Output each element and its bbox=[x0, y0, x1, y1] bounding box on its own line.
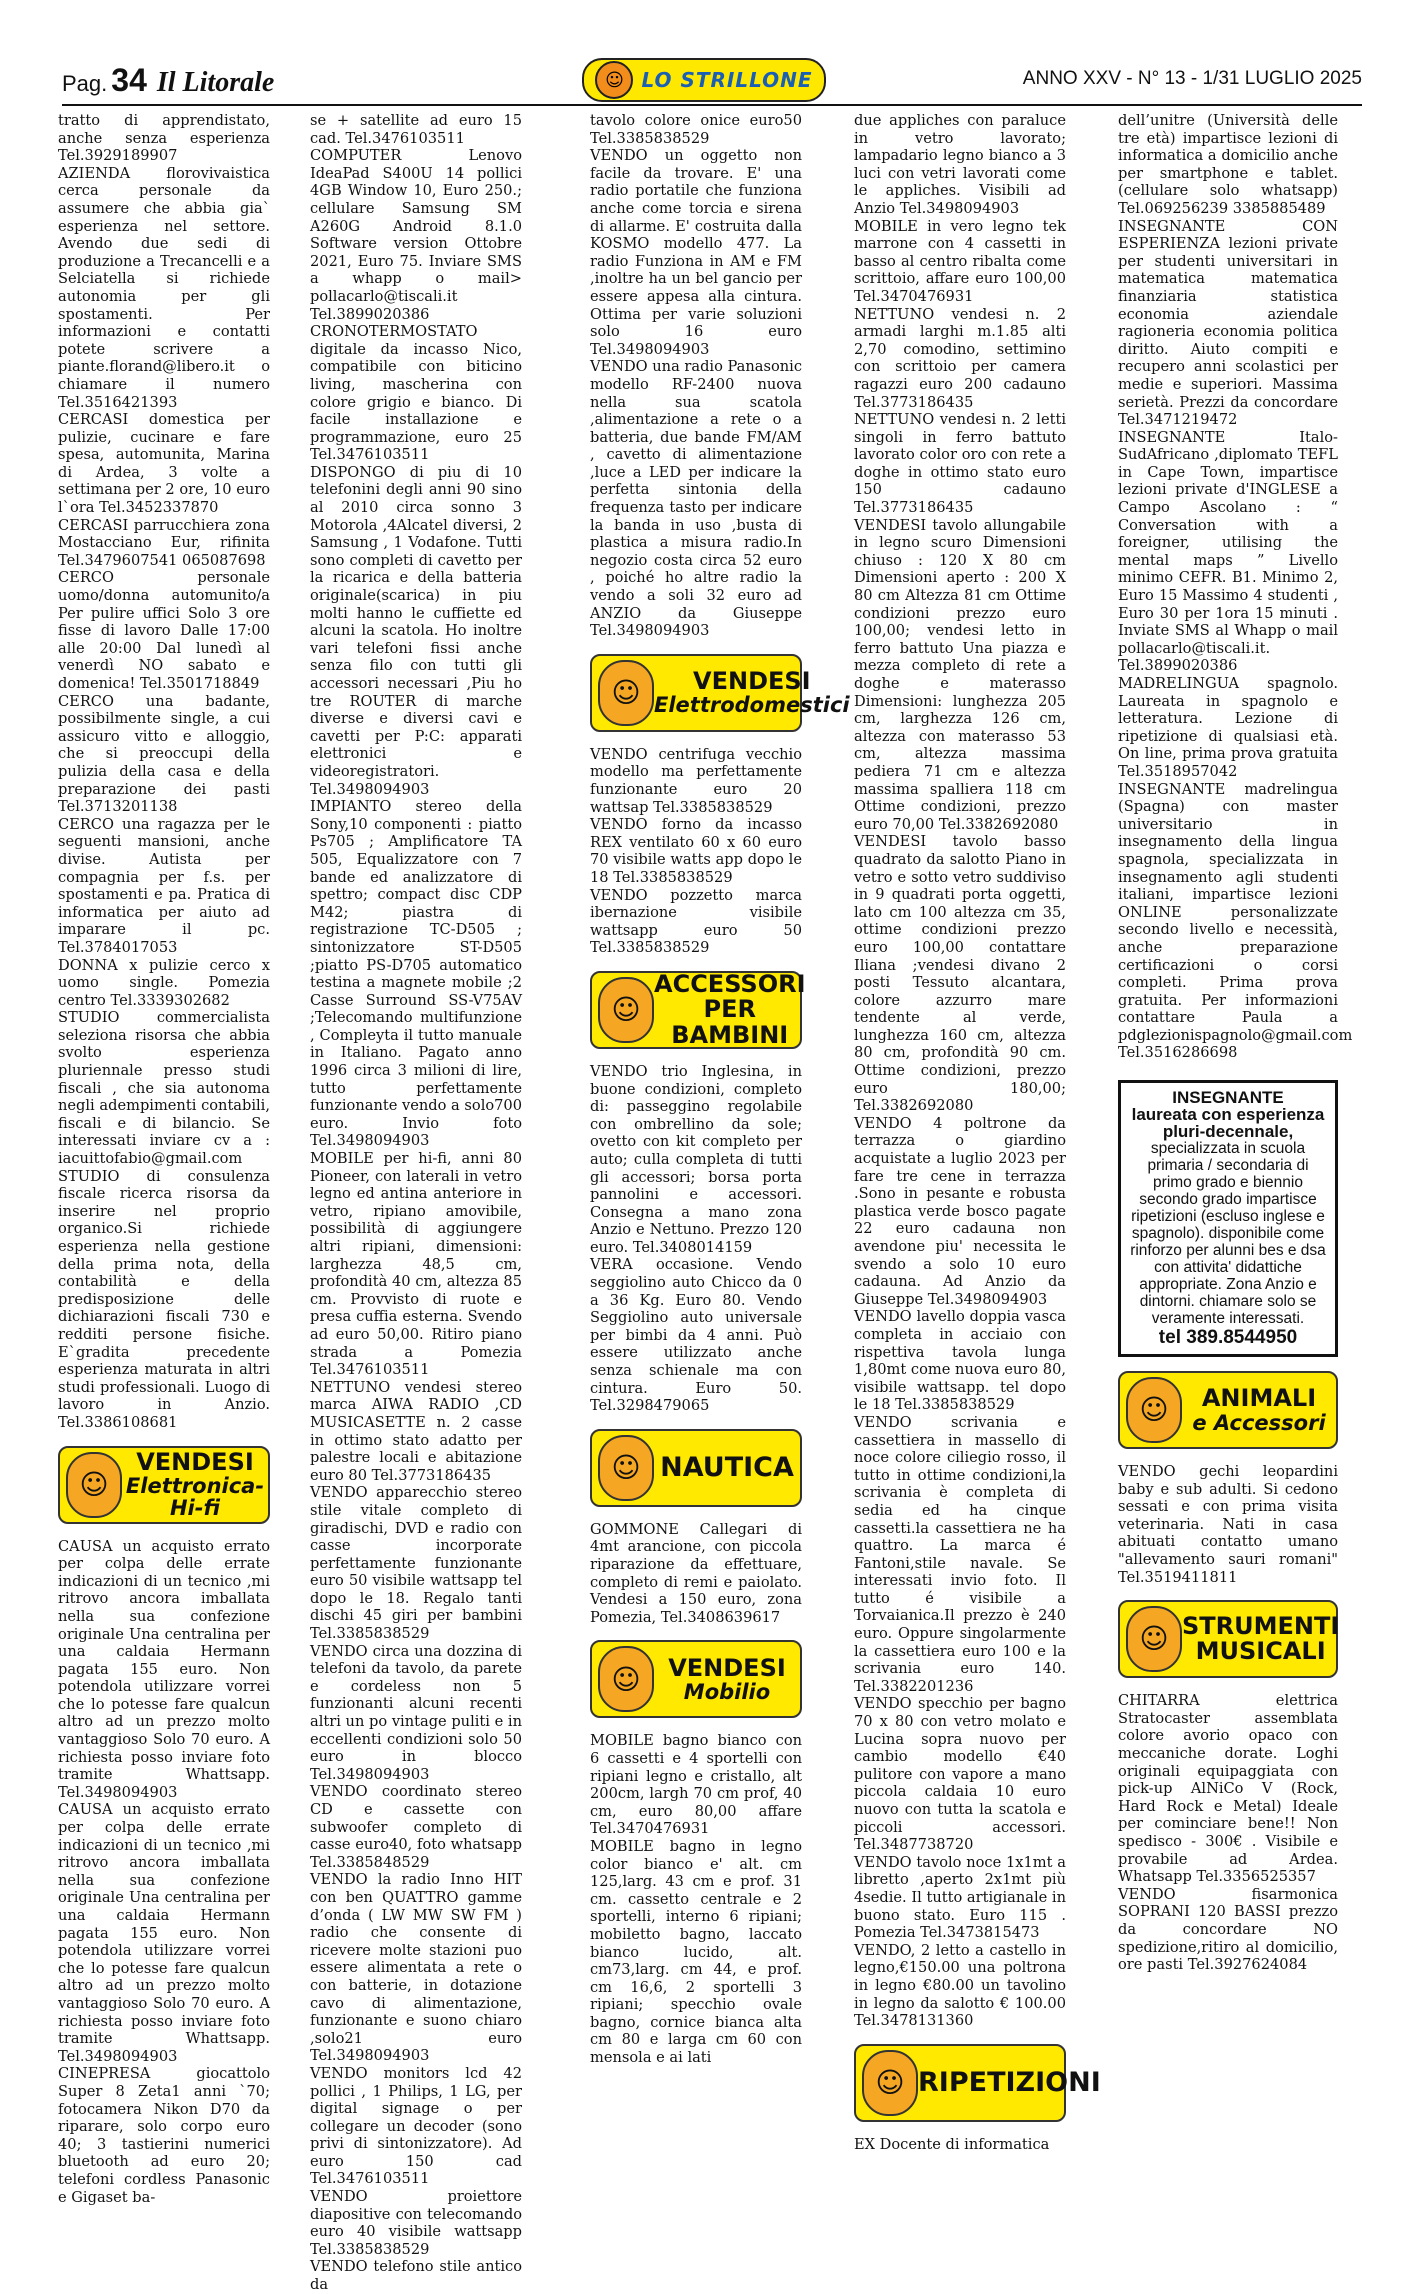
section-banner-mobilio bbox=[590, 1640, 802, 1718]
classified-ad: GOMMONE Callegari di 4mt arancione, con piccola riparazione da effettuare, completo di remi e paiolato. Vendesi a 150 euro, zona Pomezia, Tel.3408639617 bbox=[590, 1520, 802, 1626]
classified-ad: VENDO lavello doppia vasca completa in acciaio con rispettiva tavola lunga 1,80mt come nuova euro 80, visibile wattsapp. tel dopo le 18 Tel.3385838529 bbox=[854, 1308, 1066, 1414]
lo-strillone-logo bbox=[582, 58, 826, 102]
classified-ad: VENDO pozzetto marca ibernazione visibile wattsapp euro 50 Tel.3385838529 bbox=[590, 886, 802, 957]
newsboy-mascot-icon: ☺ bbox=[598, 977, 654, 1043]
tutor-display-ad bbox=[1118, 1080, 1338, 1357]
issue-info: ANNO XXV - N° 13 - 1/31 LUGLIO 2025 bbox=[1022, 68, 1362, 89]
accessori-bambini-ads bbox=[590, 1063, 802, 1415]
banner-subtitle: MUSICALI bbox=[1195, 1637, 1326, 1666]
classified-ad: DISPONGO di piu di 10 telefonini degli anni 90 sino al 2010 circa sonno 3 Motorola ,4Alcatel diversi, 2 Samsung , 1 Vodafone. Tutti sono completi di cavetto per la ricarica e della batteria originale(scarica) in piu molti hanno le cuffiette ed alcuni la scatola. Ho inoltre vari telefoni fissi anche senza filo con tutti gli accessori necessari ,Piu ho tre ROUTER di marche diverse e diversi cavi e cavetti per P:C: apparati elettronici e videoregistratori. Tel.3498094903 bbox=[310, 463, 522, 798]
logo-text: LO STRILLONE bbox=[641, 68, 813, 92]
classified-ad: MOBILE per hi-fi, anni 80 Pioneer, con laterali in vetro legno ed antina anteriore in vetro, ripiano amovibile, possibilità di aggiungere altri ripiani, dimensioni: larghezza 48,5 cm, profondità 40 cm, altezza 85 cm. Provvisto di ruote e presa cuffia esterna. Svendo ad euro 50,00. Ritiro piano strada a Pomezia Tel.3476103511 bbox=[310, 1150, 522, 1379]
newsboy-mascot-icon: ☺ bbox=[595, 61, 633, 99]
banner-subtitle: Mobilio bbox=[683, 1679, 771, 1704]
section-banner-ripetizioni bbox=[854, 2044, 1101, 2122]
newsboy-mascot-icon: ☺ bbox=[598, 1646, 654, 1712]
classified-ad: CERCASI parrucchiera zona Mostacciano Eur, rifinita Tel.3479607541 065087698 bbox=[58, 516, 270, 569]
column-5-ads bbox=[1118, 112, 1353, 1062]
column-4-ads bbox=[854, 112, 1066, 2030]
classified-ad: VENDO specchio per bagno 70 x 80 con vetro molato e Lucina sopra nuovo per cambio modello €40 pulitore con vapore a mano piccola caldaia 10 euro nuovo con tutta la scatola e piccoli accessori. Tel.3487738720 bbox=[854, 1695, 1066, 1854]
classified-ad: CHITARRA elettrica Stratocaster assemblata colore avorio opaco con meccaniche dorate. Loghi originali equipaggiata con pick-up AlNiCo V (Rock, Hard Rock e Metal) Ideale per cominciare bene!! Non spedisco - 300€ . Visibile e provabile ad Ardea. Whatsapp Tel.3356525357 bbox=[1118, 1692, 1338, 1886]
banner-title: VENDESI bbox=[693, 667, 811, 696]
banner-title: RIPETIZIONI bbox=[918, 2066, 1101, 2098]
ad-phone: tel 389.8544950 bbox=[1158, 1327, 1298, 1349]
classified-ad: se + satellite ad euro 15 cad. Tel.3476103511 bbox=[310, 112, 522, 147]
classified-ad: NETTUNO vendesi n. 2 letti singoli in ferro battuto lavorato color oro con rete a doghe in ottimo stato euro 150 cadauno Tel.3773186435 bbox=[854, 411, 1066, 517]
ad-body: specializzata in scuola primaria / secondaria di primo grado e biennio secondo grado impartisce ripetizioni (escluso inglese e spagnolo). disponibile come rinforzo per alunni bes e dsa con attivita' didattiche appropriate. Zona Anzio e dintorni. chiamare solo se veramente interessati. bbox=[1130, 1140, 1326, 1328]
classified-ad: CERCASI domestica per pulizie, cucinare e fare spesa, automunita, Marina di Ardea, 3 volte a settimana per 2 ore, 10 euro l`ora Tel.3452337870 bbox=[58, 411, 271, 517]
section-banner-elettrodomestici bbox=[590, 654, 850, 732]
column-5 bbox=[1118, 112, 1353, 1974]
classified-ad: VENDESI tavolo basso quadrato da salotto Piano in vetro e sotto vetro suddiviso in 9 quadrati porta oggetti, lato cm 100 altezza cm 35, ottime condizioni prezzo euro 100,00 contattare Iliana ;vendesi divano 2 posti Tessuto alcantara, colore azzurro mare tendente al verde, lunghezza 160 cm, altezza 80 cm, profondità 90 cm. Ottime condizioni, prezzo euro 180,00; Tel.3382692080 bbox=[854, 833, 1066, 1115]
banner-subtitle: Elettronica-Hi-fi bbox=[125, 1474, 265, 1521]
classified-ad: INSEGNANTE Italo-SudAfricano ,diplomato TEFL in Cape Town, impartisce lezioni private d'INGLESE a Campo Ascolano : “ Conversation with a foreigner, utilising the mental maps ” Livello minimo CEFR. B1. Minimo 2, Euro 15 Massimo 4 studenti , Euro 30 per 1ora 15 minuti . Inviate SMS al Whapp o mail pollacarlo@tiscali.it. Tel.3899020386 bbox=[1118, 428, 1338, 675]
classified-ad: COMPUTER Lenovo IdeaPad S400U 14 pollici 4GB Window 10, Euro 250.; cellulare Samsung SM A260G Android 8.1.0 Software version Ottobre 2021, Euro 75. Inviare SMS a whapp o mail> pollacarlo@tiscali.it Tel.3899020386 bbox=[310, 147, 522, 323]
classified-ad: INSEGNANTE madrelingua (Spagna) con master universitario in insegnamento della lingua spagnola, specializzata in insegnamento agli studenti italiani, impartisce lezioni ONLINE personalizzate secondo livello e necessità, anche preparazione certificazioni o corsi completi. Prima prova gratuita. Per informazioni contattare Paula a pdglezionispagnolo@gmail.com Tel.3516286698 bbox=[1118, 780, 1353, 1062]
classified-ad: VENDO un oggetto non facile da trovare. E' una radio portatile che funziona anche come torcia e sirena di allarme. E' costruita dalla KOSMO modello 477. La radio Funziona in AM e FM ,inoltre ha un bel gancio per essere appesa alla cintura. Ottima per varie soluzioni solo 16 euro Tel.3498094903 bbox=[590, 147, 802, 358]
newsboy-mascot-icon: ☺ bbox=[598, 1435, 654, 1501]
classified-ad: dell’unitre (Università delle tre età) impartisce lezioni di informatica a domicilio anche per smartphone e tablet. (cellulare solo whatsapp) Tel.069256239 3385885489 bbox=[1118, 112, 1338, 217]
classified-ad: DONNA x pulizie cerco x uomo single. Pomezia centro Tel.3339302682 bbox=[58, 956, 270, 1009]
elettrodomestici-ads bbox=[590, 746, 802, 957]
newsboy-mascot-icon: ☺ bbox=[1126, 1377, 1182, 1443]
column-1-ads bbox=[58, 112, 270, 1432]
classified-ad: CERCO una badante, possibilmente single, a cui assicuro vitto e alloggio, che si preoccupi della pulizia della casa e della preparazione dei pasti Tel.3713201138 bbox=[58, 692, 270, 816]
classified-ad: INSEGNANTE CON ESPERIENZA lezioni private per studenti universitari in matematica matematica finanziaria statistica economia aziendale ragioneria economia politica diritto. Aiuto compiti e recupero anni scolastici per medie e superiori. Massima serietà. Prezzi da concordare Tel.3471219472 bbox=[1118, 217, 1338, 429]
ad-title: INSEGNANTE bbox=[1172, 1088, 1284, 1108]
banner-title: STRUMENTI bbox=[1182, 1612, 1340, 1641]
banner-subtitle: Elettrodomestici bbox=[654, 693, 850, 718]
classified-ad: VENDO tavolo noce 1x1mt a libretto ,aperto 2x1mt più 4sedie. Il tutto artigianale in buono stato. Euro 115 . Pomezia Tel.3473815473 bbox=[854, 1853, 1066, 1942]
classified-ad: VENDO proiettore diapositive con telecomando euro 40 visibile wattsapp Tel.3385838529 bbox=[310, 2188, 522, 2258]
classified-ad: VENDO circa una dozzina di telefoni da tavolo, da parete e cordeless non 5 funzionanti alcuni recenti altri un po vintage puliti e in eccellenti condizioni solo 50 euro in blocco Tel.3498094903 bbox=[310, 1642, 522, 1783]
classified-ad: VENDO 4 poltrone da terrazza o giardino acquistate a luglio 2023 per fare tre cene in terrazza .Sono in pesante e robusta plastica verde bosco pagate 22 euro cadauna non avendone piu' necessita le svendo a solo 10 euro cadauna. Ad Anzio da Giuseppe Tel.3498094903 bbox=[854, 1114, 1066, 1308]
mobilio-ads bbox=[590, 1732, 802, 2066]
publication-title: Il Litorale bbox=[156, 67, 275, 98]
classified-ad: STUDIO commercialista seleziona risorsa che abbia svolto esperienza pluriennale presso studi fiscali , che sia autonoma negli adempimenti contabili, fiscali e di bilancio. Se interessati inviare cv a : iacuittofabio@gmail.com bbox=[58, 1009, 270, 1168]
nautica-ads bbox=[590, 1521, 802, 1627]
classified-ad: CERCO una ragazza per le seguenti mansioni, anche divise. Autista per compagnia per f.s. per spostamenti e pa. Pratica di informatica per aiuto ad imparare il pc. Tel.3784017053 bbox=[58, 815, 270, 956]
classified-ad: VENDO scrivania e cassettiera in massello di noce colore ciliegio rosso, il tutto in ottime condizioni,la scrivania è completa di sedia ed ha cinque cassetti.la cassettiera ne ha quattro. La marca é Fantoni,stile navale. Se interessati invio foto. Il tutto é visibile a Torvaianica.Il prezzo è 240 euro. Oppure singolarmente la cassettiera euro 100 e la scrivania euro 140. Tel.3382201236 bbox=[854, 1413, 1066, 1695]
banner-subtitle: PER BAMBINI bbox=[671, 995, 789, 1049]
classified-ad: tratto di apprendistato, anche senza esperienza Tel.3929189907 bbox=[58, 112, 270, 165]
classified-ad: VENDO la radio Inno HIT con ben QUATTRO gamme d’onda ( LW MW SW FM ) radio che consente di ricevere molte stazioni puo essere alimentata a rete o con batterie, in dotazione cavo di alimentazione, funzionante e suono chiaro ,solo21 euro Tel.3498094903 bbox=[310, 1871, 522, 2065]
classified-ad: CAUSA un acquisto errato per colpa delle errate indicazioni di un tecnico ,mi ritrovo ancora imballata nella sua confezione originale Una centralina per una caldaia Hermann pagata 155 euro. Non potendola utilizzare vorrei che lo potesse fare qualcun altro ad un prezzo molto vantaggioso Solo 70 euro. A richiesta posso inviare foto tramite Whattsapp. Tel.3498094903 bbox=[58, 1801, 270, 2065]
classified-ad: tavolo colore onice euro50 Tel.3385838529 bbox=[590, 112, 802, 147]
classified-ad: MOBILE in vero legno tek marrone con 4 cassetti in basso al centro ribalta come scrittoio, affare euro 100,00 Tel.3470476931 bbox=[854, 217, 1066, 305]
page-label: Pag. bbox=[62, 71, 108, 96]
classified-ad: VENDO trio Inglesina, in buone condizioni, completo di: passeggino regolabile con ombrellino da sole; ovetto con kit completo per auto; culla completa di tutti gli accessori; borsa porta pannolini e accessori. Consegna a mano zona Anzio e Nettuno. Prezzo 120 euro. Tel.3408014159 bbox=[590, 1062, 802, 1256]
header-divider bbox=[62, 104, 1362, 106]
column-2-ads bbox=[310, 112, 522, 2294]
classified-ad: due appliches con paraluce in vetro lavorato; lampadario legno bianco a 3 luci con vetri lavorati come le appliches. Visibili ad Anzio Tel.3498094903 bbox=[854, 112, 1066, 217]
classified-ad: VERA occasione. Vendo seggiolino auto Chicco da 0 a 36 Kg. Euro 80. Vendo Seggiolino auto universale per bimbi da 4 anni. Può essere utilizzato anche senza schienale ma con cintura. Euro 50. Tel.3298479065 bbox=[590, 1256, 802, 1415]
column-2 bbox=[310, 112, 522, 2294]
column-1 bbox=[58, 112, 270, 2206]
banner-title: VENDESI bbox=[136, 1447, 254, 1476]
banner-title: ACCESSORI bbox=[654, 970, 806, 999]
classified-ad: VENDO una radio Panasonic modello RF-2400 nuova nella sua scatola ,alimentazione a rete o a batteria, due bande FM/AM , cavetto di alimentazione ,luce a LED per indicare la perfetta sintonia della frequenza tasto per indicare la banda in uso ,busta di plastica a misura radio.In negozio costa circa 52 euro , poiché ho altre radio la vendo a soli 32 euro ad ANZIO da Giuseppe Tel.3498094903 bbox=[590, 358, 802, 640]
page-header bbox=[62, 58, 1362, 104]
strumenti-ads bbox=[1118, 1692, 1338, 1974]
column-3-ads bbox=[590, 112, 802, 640]
classified-ad: VENDO gechi leopardini baby e sub adulti. Si cedono sessati e con prima visita veterinaria. Nati in casa abituati contatto umano "allevamento sauri romani" Tel.3519411811 bbox=[1118, 1463, 1338, 1586]
newsboy-mascot-icon: ☺ bbox=[66, 1452, 122, 1518]
classified-ad: VENDO forno da incasso REX ventilato 60 x 60 euro 70 visibile watts app dopo le 18 Tel.3385838529 bbox=[590, 816, 802, 886]
animali-ads bbox=[1118, 1463, 1338, 1586]
classified-ad: CRONOTERMOSTATO digitale da incasso Nico, compatibile con biticino living, mascherina con colore grigio e bianco. Di facile installazione e programmazione, euro 25 Tel.3476103511 bbox=[310, 323, 522, 464]
section-banner-elettronica bbox=[58, 1446, 270, 1524]
classified-ad: EX Docente di informatica bbox=[854, 2135, 1050, 2153]
newsboy-mascot-icon: ☺ bbox=[862, 2050, 918, 2116]
section-banner-strumenti bbox=[1118, 1600, 1338, 1678]
newsboy-mascot-icon: ☺ bbox=[598, 660, 654, 726]
classified-ad: CERCO personale uomo/donna automunito/a Per pulire uffici Solo 3 ore fisse di lavoro Dalle 17:00 alle 20:00 Dal lunedì al venerdì NO sabato e domenica! Tel.3501718849 bbox=[58, 569, 270, 692]
ripetizioni-ads bbox=[854, 2136, 1066, 2154]
classified-ad: AZIENDA florovivaistica cerca personale da assumere che abbia gia` esperienza nel settore. Avendo due sedi di produzione a Trecancelli e a Selciatella si richiede autonomia per gli spostamenti. Per informazioni e contatti potete scrivere a piante.florand@libero.it o chiamare il numero Tel.3516421393 bbox=[58, 164, 270, 411]
banner-subtitle: e Accessori bbox=[1192, 1410, 1326, 1435]
section-banner-accessori-bambini bbox=[590, 970, 806, 1049]
banner-title: NAUTICA bbox=[660, 1451, 794, 1483]
column-4 bbox=[854, 112, 1101, 2153]
classified-ad: NETTUNO vendesi n. 2 armadi larghi m.1.85 alti 2,70 comodino, settimino con scrittoio per camera ragazzi euro 200 cadauno Tel.3773186435 bbox=[854, 305, 1066, 411]
classified-ad: CAUSA un acquisto errato per colpa delle errate indicazioni di un tecnico ,mi ritrovo ancora imballata nella sua confezione originale Una centralina per una caldaia Hermann pagata 155 euro. Non potendola utilizzare vorrei che lo potesse fare qualcun altro ad un prezzo molto vantaggioso Solo 70 euro. A richiesta posso inviare foto tramite Whattsapp. Tel.3498094903 bbox=[58, 1537, 270, 1801]
classified-ad: MOBILE bagno bianco con 6 cassetti e 4 sportelli con ripiani legno e cristallo, alt 200cm, largh 70 cm prof, 40 cm, euro 80,00 affare Tel.3470476931 bbox=[590, 1732, 802, 1838]
banner-title: ANIMALI bbox=[1201, 1384, 1317, 1413]
classified-ad: IMPIANTO stereo della Sony,10 componenti : piatto Ps705 ; Amplificatore TA 505, Equalizzatore con 7 bande ed analizzatore di spettro; compact disc CDP M42; piastra di registrazione TC-D505 ; sintonizzatore ST-D505 ;piatto PS-D705 automatico testina a magnete mobile ;2 Casse Surround SS-V75AV ;Telecomando multifunzione , Compleyta il tutto manuale in Italiano. Pagato anno 1996 circa 3 milioni di lire, tutto perfettamente funzionante vendo a solo700 euro. Invio foto Tel.3498094903 bbox=[310, 798, 522, 1150]
classified-ad: VENDESI tavolo allungabile in legno scuro Dimensioni chiuso : 120 X 80 cm Dimensioni aperto : 200 X 80 cm Altezza 81 cm Ottime condizioni prezzo euro 100,00; vendesi letto in ferro battuto Una piazza e mezza completo di rete a doghe e materasso Dimensioni: lunghezza 205 cm, larghezza 126 cm, altezza con materasso 53 cm, altezza massima pediera 71 cm e altezza massima spalliera 118 cm Ottime condizioni, prezzo euro 70,00 Tel.3382692080 bbox=[854, 516, 1066, 833]
classified-ad: VENDO telefono stile antico da bbox=[310, 2258, 522, 2294]
classified-ad: VENDO apparecchio stereo stile vitale completo di giradischi, DVD e radio con casse incorporate perfettamente funzionante euro 50 visibile wattsapp tel dopo le 18. Regalo tanti dischi 45 giri per bambini Tel.3385838529 bbox=[310, 1484, 522, 1643]
classified-ad: NETTUNO vendesi stereo marca AIWA RADIO ,CD MUSICASETTE n. 2 casse in ottimo stato adatto per palestre locali e abitazione euro 80 Tel.3773186435 bbox=[310, 1378, 522, 1484]
classified-ad: VENDO, 2 letto a castello in legno,€150.00 una poltrona in legno €80.00 un tavolino in legno da salotto € 100.00 Tel.3478131360 bbox=[854, 1941, 1066, 2030]
classified-ad: STUDIO di consulenza fiscale ricerca risorsa da inserire nel proprio organico.Si richiede esperienza nella gestione della prima nota, della contabilità e della predisposizione delle dichiarazioni fiscali 730 e redditi persone fisiche. E`gradita precedente esperienza maturata in altri studi professionali. Luogo di lavoro in Anzio. Tel.3386108681 bbox=[58, 1167, 270, 1431]
ad-highlight: laureata con esperienza pluri-decennale, bbox=[1131, 1105, 1325, 1142]
classified-ad: VENDO fisarmonica SOPRANI 120 BASSI prezzo da concordare NO spedizione,ritiro al domicilio, ore pasti Tel.3927624084 bbox=[1118, 1885, 1338, 1974]
classified-ad: VENDO monitors lcd 42 pollici , 1 Philips, 1 LG, per digital signage o per collegare un decoder (sono privi di sintonizzatore). Ad euro 150 cad Tel.3476103511 bbox=[310, 2064, 522, 2188]
banner-title: VENDESI bbox=[668, 1653, 786, 1682]
section-banner-animali bbox=[1118, 1371, 1338, 1449]
column-3 bbox=[590, 112, 850, 2067]
classified-ad: MOBILE bagno in legno color bianco e' alt. cm 125,larg. 43 cm e prof. 31 cm. cassetto centrale e 2 sportelli, interno 6 ripiani; mobiletto bagno, laccato bianco lucido, alt. cm73,larg. cm 44, e prof. cm 16,6, 2 sportelli 3 ripiani; specchio ovale bagno, cornice bianca alta cm 80 e larga cm 60 con mensola e ai lati bbox=[590, 1837, 802, 2067]
classified-ad: VENDO centrifuga vecchio modello ma perfettamente funzionante euro 20 wattsap Tel.3385838529 bbox=[590, 745, 802, 816]
page-number: 34 bbox=[111, 62, 147, 98]
section-banner-nautica bbox=[590, 1429, 802, 1507]
header-left bbox=[62, 62, 274, 99]
column-1-elettronica-ads bbox=[58, 1538, 270, 2207]
classified-ad: CINEPRESA giocattolo Super 8 Zeta1 anni `70; fotocamera Nikon D70 da riparare, solo corpo euro 40; 3 tastierini numerici bluetooth ad euro 20; telefoni cordless Panasonic e Gigaset ba- bbox=[58, 2065, 270, 2206]
classified-ad: MADRELINGUA spagnolo. Laureata in spagnolo e letteratura. Lezione di ripetizione di qualsiasi età. On line, prima prova gratuita Tel.3518957042 bbox=[1118, 675, 1338, 780]
classified-ad: VENDO coordinato stereo CD e cassette con subwoofer completo di casse euro40, foto whatsapp Tel.3385848529 bbox=[310, 1783, 522, 1871]
newsboy-mascot-icon: ☺ bbox=[1126, 1606, 1182, 1672]
